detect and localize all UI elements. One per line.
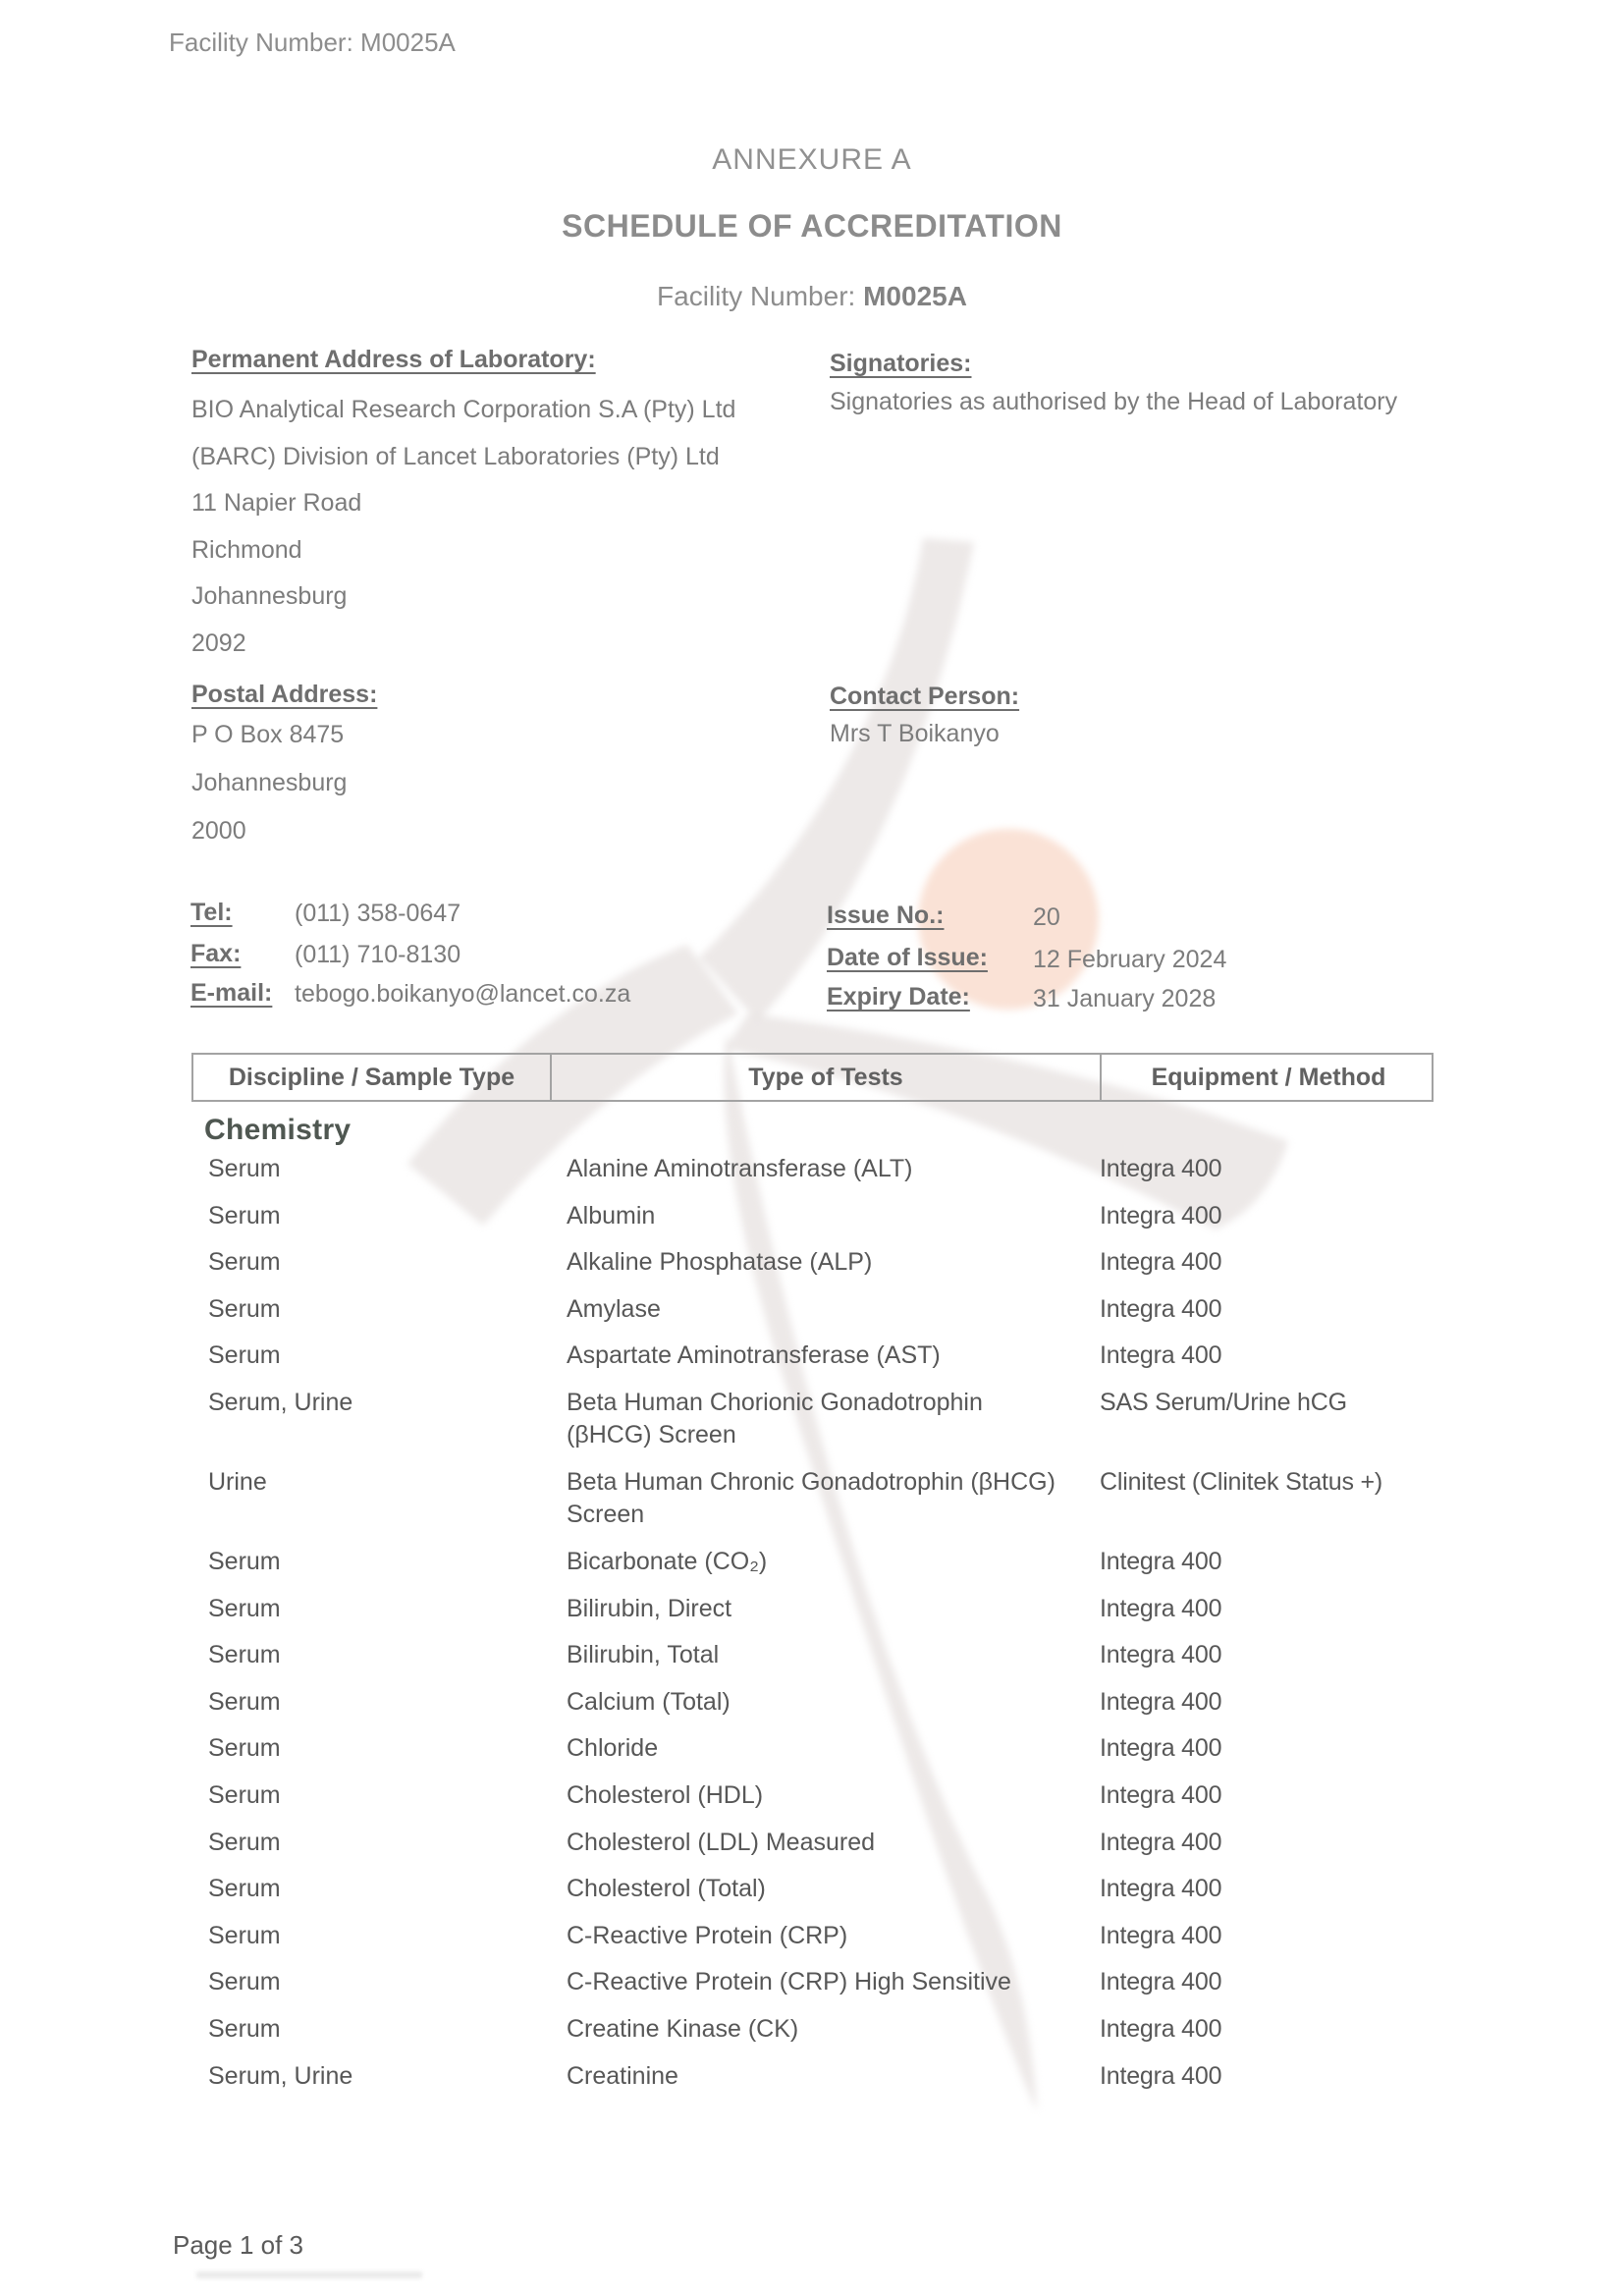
cell-equipment-method: Integra 400 — [1100, 1294, 1222, 1323]
issue-no-label: Issue No.: — [827, 902, 945, 929]
address-line: 2000 — [191, 817, 246, 845]
cell-test-type: C-Reactive Protein (CRP) High Sensitive — [567, 1968, 1011, 1996]
document-title: SCHEDULE OF ACCREDITATION — [562, 208, 1062, 244]
section-heading-chemistry: Chemistry — [204, 1114, 352, 1146]
cell-sample-type: Serum — [208, 1341, 281, 1370]
cell-sample-type: Serum — [208, 1734, 281, 1763]
table-row — [191, 1246, 1434, 1279]
permanent-address-block — [191, 387, 735, 668]
email-label: E-mail: — [190, 979, 273, 1007]
annexure-heading: ANNEXURE A — [712, 143, 912, 176]
table-header-row — [191, 1053, 1434, 1102]
table-row — [191, 1920, 1434, 1952]
table-row — [191, 1827, 1434, 1859]
cell-equipment-method: Integra 400 — [1100, 1547, 1222, 1575]
cell-sample-type: Urine — [208, 1467, 267, 1496]
table-row — [191, 1387, 1434, 1452]
cell-sample-type: Serum — [208, 1780, 281, 1809]
cell-sample-type: Serum — [208, 1921, 281, 1949]
table-row — [191, 1546, 1434, 1578]
cell-sample-type: Serum, Urine — [208, 1388, 353, 1416]
table-row — [191, 1200, 1434, 1232]
cell-test-type: Cholesterol (Total) — [567, 1875, 766, 1903]
table-row — [191, 1686, 1434, 1719]
cell-equipment-method: Integra 400 — [1100, 1641, 1222, 1669]
table-row — [191, 1153, 1434, 1185]
cell-test-type: Creatine Kinase (CK) — [567, 2014, 799, 2043]
table-row — [191, 1779, 1434, 1812]
contact-person-name: Mrs T Boikanyo — [830, 720, 1000, 747]
cell-test-type: C-Reactive Protein (CRP) — [567, 1921, 848, 1949]
cell-sample-type: Serum — [208, 1968, 281, 1996]
page-number: Page 1 of 3 — [173, 2230, 303, 2260]
table-row — [191, 1732, 1434, 1765]
cell-test-type: Bicarbonate (CO₂) — [567, 1547, 768, 1575]
cell-equipment-method: Integra 400 — [1100, 1828, 1222, 1856]
scan-bleed-artifact — [196, 2271, 422, 2278]
cell-test-type: Amylase — [567, 1294, 661, 1323]
fax-value: (011) 710-8130 — [295, 941, 461, 968]
cell-equipment-method: Integra 400 — [1100, 1734, 1222, 1763]
cell-test-type: Alanine Aminotransferase (ALT) — [567, 1155, 913, 1182]
table-row — [191, 1466, 1434, 1532]
table-row — [191, 2060, 1434, 2093]
signatories-label: Signatories: — [830, 350, 972, 377]
table-row — [191, 1339, 1434, 1372]
cell-equipment-method: Integra 400 — [1100, 1201, 1222, 1230]
cell-test-type: Cholesterol (LDL) Measured — [567, 1828, 876, 1856]
cell-equipment-method: Integra 400 — [1100, 1968, 1222, 1996]
cell-equipment-method: Clinitest (Clinitek Status +) — [1100, 1467, 1383, 1496]
cell-sample-type: Serum — [208, 1201, 281, 1230]
cell-test-type: Calcium (Total) — [567, 1687, 731, 1716]
date-of-issue-label: Date of Issue: — [827, 944, 988, 971]
tel-label: Tel: — [190, 899, 233, 926]
cell-equipment-method: SAS Serum/Urine hCG — [1100, 1388, 1347, 1416]
cell-sample-type: Serum — [208, 1155, 281, 1182]
contact-person-label: Contact Person: — [830, 683, 1020, 710]
facility-number-value: M0025A — [863, 281, 967, 311]
permanent-address-label: Permanent Address of Laboratory: — [191, 346, 596, 373]
date-of-issue-value: 12 February 2024 — [1033, 946, 1227, 973]
cell-test-type: Aspartate Aminotransferase (AST) — [567, 1341, 941, 1370]
cell-equipment-method: Integra 400 — [1100, 1780, 1222, 1809]
cell-equipment-method: Integra 400 — [1100, 2061, 1222, 2090]
cell-sample-type: Serum — [208, 1875, 281, 1903]
address-line: BIO Analytical Research Corporation S.A (Pty) Ltd — [191, 396, 736, 423]
cell-equipment-method: Integra 400 — [1100, 1594, 1222, 1622]
address-line: Johannesburg — [191, 769, 348, 796]
column-header-discipline: Discipline / Sample Type — [193, 1055, 552, 1100]
cell-test-type: Bilirubin, Total — [567, 1641, 720, 1669]
table-row — [191, 2013, 1434, 2046]
cell-sample-type: Serum — [208, 1294, 281, 1323]
cell-test-type: Cholesterol (HDL) — [567, 1780, 764, 1809]
facility-number-label: Facility Number: — [657, 281, 864, 311]
cell-sample-type: Serum — [208, 1641, 281, 1669]
cell-sample-type: Serum — [208, 2014, 281, 2043]
cell-sample-type: Serum — [208, 1547, 281, 1575]
postal-address-label: Postal Address: — [191, 681, 378, 708]
cell-test-type: Chloride — [567, 1734, 659, 1763]
address-line: Richmond — [191, 535, 302, 564]
cell-equipment-method: Integra 400 — [1100, 1875, 1222, 1903]
cell-equipment-method: Integra 400 — [1100, 2014, 1222, 2043]
cell-equipment-method: Integra 400 — [1100, 1341, 1222, 1370]
cell-equipment-method: Integra 400 — [1100, 1687, 1222, 1716]
address-line: Johannesburg — [191, 582, 348, 611]
cell-sample-type: Serum — [208, 1248, 281, 1277]
postal-address-block — [191, 711, 347, 855]
address-line: 11 Napier Road — [191, 489, 362, 518]
column-header-equipment-method: Equipment / Method — [1151, 1063, 1386, 1091]
cell-sample-type: Serum, Urine — [208, 2061, 353, 2090]
table-row — [191, 1639, 1434, 1671]
expiry-date-label: Expiry Date: — [827, 983, 970, 1011]
cell-test-type: Bilirubin, Direct — [567, 1594, 732, 1622]
cell-equipment-method: Integra 400 — [1100, 1155, 1222, 1182]
cell-sample-type: Serum — [208, 1594, 281, 1622]
issue-no-value: 20 — [1033, 903, 1060, 931]
email-value: tebogo.boikanyo@lancet.co.za — [295, 980, 631, 1008]
facility-number-line — [0, 281, 1624, 312]
signatories-text: Signatories as authorised by the Head of Laboratory — [830, 388, 1398, 415]
expiry-date-value: 31 January 2028 — [1033, 985, 1217, 1012]
table-row — [191, 1293, 1434, 1326]
cell-test-type: Creatinine — [567, 2061, 678, 2090]
address-line: (BARC) Division of Lancet Laboratories (Pty) Ltd — [191, 442, 720, 470]
cell-equipment-method: Integra 400 — [1100, 1248, 1222, 1277]
cell-test-type: Beta Human Chronic Gonadotrophin (βHCG) Screen — [567, 1467, 1056, 1529]
fax-label: Fax: — [190, 940, 242, 967]
cell-sample-type: Serum — [208, 1687, 281, 1716]
table-body — [191, 1153, 1434, 2106]
column-header-type-of-tests: Type of Tests — [552, 1055, 1102, 1100]
header-facility-number: Facility Number: M0025A — [169, 27, 456, 57]
tel-value: (011) 358-0647 — [295, 900, 461, 927]
table-row — [191, 1873, 1434, 1905]
cell-test-type: Alkaline Phosphatase (ALP) — [567, 1248, 873, 1277]
table-row — [191, 1593, 1434, 1625]
address-line: P O Box 8475 — [191, 721, 345, 748]
cell-equipment-method: Integra 400 — [1100, 1921, 1222, 1949]
address-line: 2092 — [191, 629, 246, 657]
table-row — [191, 1966, 1434, 1998]
cell-sample-type: Serum — [208, 1828, 281, 1856]
cell-test-type: Albumin — [567, 1201, 656, 1230]
cell-test-type: Beta Human Chorionic Gonadotrophin (βHCG) Screen — [567, 1388, 983, 1449]
